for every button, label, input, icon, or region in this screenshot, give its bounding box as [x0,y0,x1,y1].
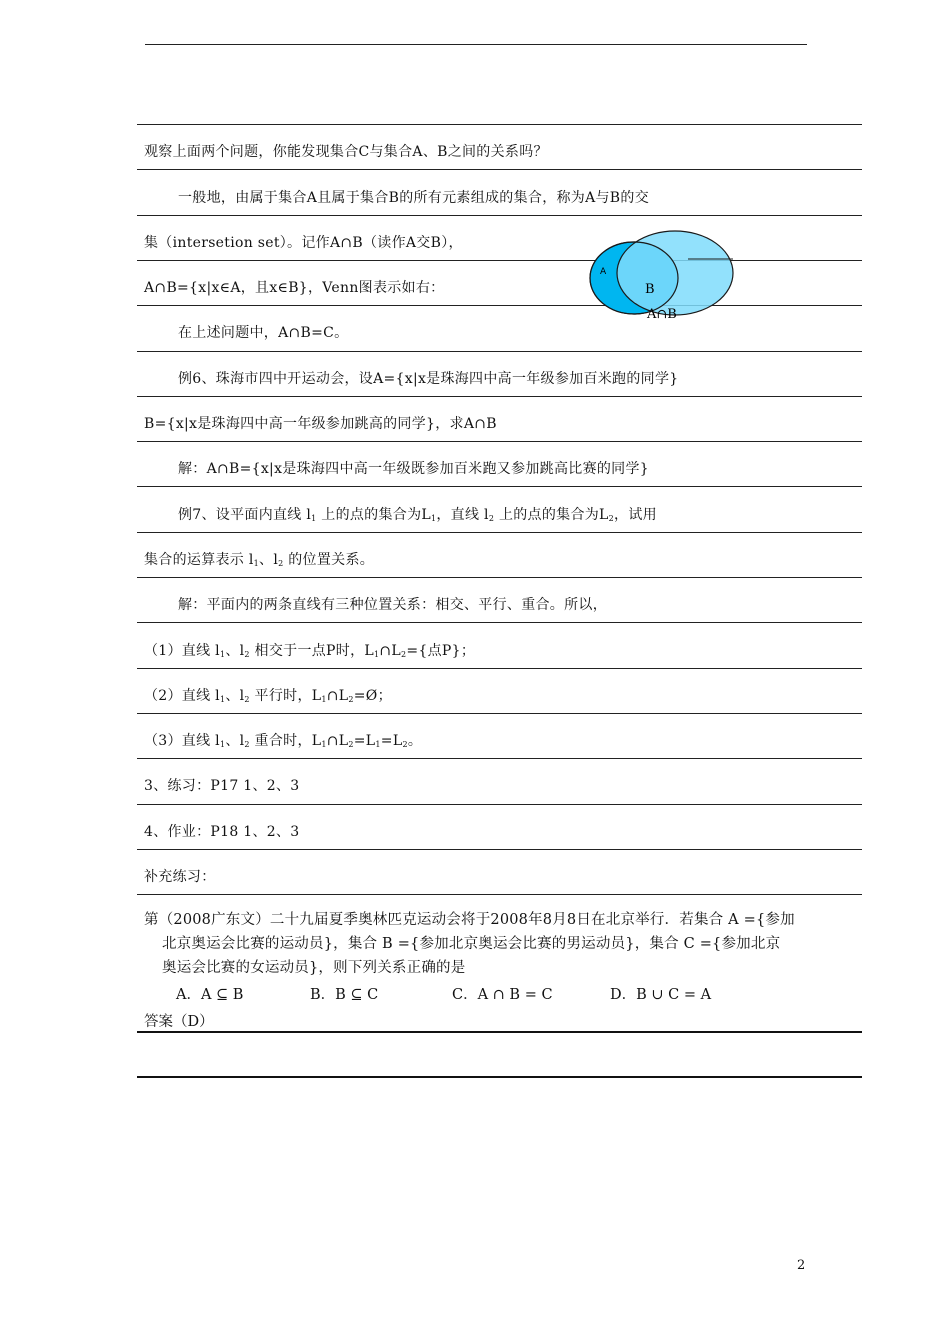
answer-options [176,983,711,1004]
option-b: B．B ⊆ C [310,987,379,1003]
question-line-3: 奥运会比赛的女运动员}，则下列关系正确的是 [162,960,466,976]
line-text-def2: 集（intersetion set）。记作A∩B（读作A交B）， [144,234,463,251]
line-text-practice: 3、练习：P17 1、2、3 [144,778,300,795]
ruled-line-ex6b [137,396,862,441]
ruled-line-case3 [137,713,862,758]
option-d: D．B ∪ C = A [610,987,712,1003]
ruled-line-def4 [137,305,862,350]
line-text-ex7b: 集合的运算表示 $l_1$、$l_2$ 的位置关系。 [144,551,375,568]
ruled-line-ex7a [137,486,862,531]
line-text-ex6a: 例6、珠海市四中开运动会，设A={x|x是珠海四中高一年级参加百米跑的同学} [178,370,679,387]
option-c: C．A ∩ B = C [452,987,553,1003]
venn-label-a: A [600,267,607,277]
ruled-line-end [137,894,862,895]
ruled-line-practice [137,758,862,803]
ruled-line-def3 [137,260,862,305]
line-text-question: 观察上面两个问题，你能发现集合C与集合A、B之间的关系吗？ [144,144,548,161]
line-text-def4: 在上述问题中，A∩B=C。 [178,325,349,342]
ruled-line-ex6sol [137,441,862,486]
option-a: A．A ⊆ B [176,987,244,1003]
ruled-line-ex7b [137,532,862,577]
venn-label-b: B [645,282,655,297]
header-rule [145,44,807,45]
ruled-line-case1 [137,622,862,667]
line-text-case3: （3）直线 $l_1$、$l_2$ 重合时，$L_1\cap L_2=L_1=L_2$。 [144,733,423,750]
line-text-ex6b: B={x|x是珠海四中高一年级参加跳高的同学}，求A∩B [144,416,497,433]
venn-diagram [584,228,736,324]
line-text-def1: 一般地，由属于集合A且属于集合B的所有元素组成的集合，称为A与B的交 [178,189,649,206]
line-text-supp: 补充练习： [144,869,216,886]
line-text-case1: （1）直线 $l_1$、$l_2$ 相交于一点P时，$L_1\cap L_2=${点P}； [144,642,476,659]
line-text-homework: 4、作业：P18 1、2、3 [144,823,300,840]
line-text-ex7a: 例7、设平面内直线 $l_1$ 上的点的集合为$L_1$，直线 $l_2$ 上的点的集合为$L_2$，试用 [178,506,657,523]
question-line-1: 第（2008广东文）二十九届夏季奥林匹克运动会将于2008年8月8日在北京举行．若集合 A ={参加 [144,912,795,928]
venn-label-intersection: A∩B [647,307,677,322]
line-text-def3: A∩B={x|x∈A，且x∈B}，Venn图表示如右： [144,280,445,297]
supplementary-question [144,908,860,980]
ruled-line-def1 [137,169,862,214]
ruled-line-supp [137,849,862,894]
ruled-line-def2 [137,215,862,260]
ruled-line-question [137,124,862,169]
bottom-rule-2 [137,1076,862,1078]
line-text-ex6sol: 解：A∩B={x|x是珠海四中高一年级既参加百米跑又参加跳高比赛的同学} [178,461,649,478]
ruled-line-ex6a [137,351,862,396]
ruled-line-case2 [137,668,862,713]
question-line-2: 北京奥运会比赛的运动员}，集合 B ={参加北京奥运会比赛的男运动员}，集合 C ={参加北京 [162,936,781,952]
page-number: 2 [797,1258,806,1273]
answer-text: 答案（D） [144,1014,214,1030]
line-text-case2: （2）直线 $l_1$、$l_2$ 平行时，$L_1\cap L_2=Ø$； [144,687,392,704]
ruled-line-homework [137,804,862,849]
line-text-ex7sol: 解：平面内的两条直线有三种位置关系：相交、平行、重合。所以， [178,597,607,614]
ruled-line-ex7sol [137,577,862,622]
bottom-rule-1 [137,1031,862,1033]
